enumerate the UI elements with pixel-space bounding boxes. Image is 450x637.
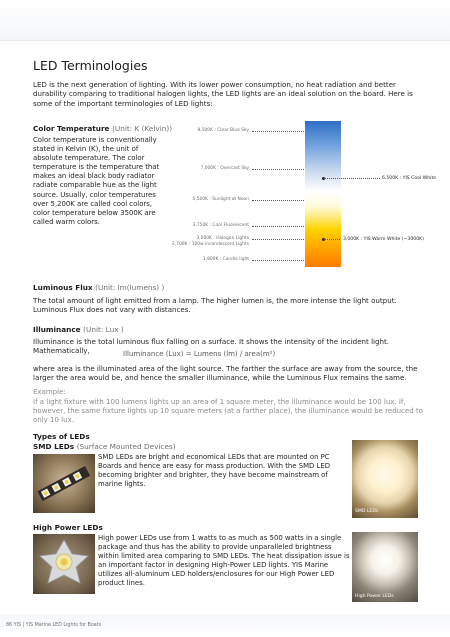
- high-power-text: High power LEDs use from 1 watts to as much as 500 watts in a single package and thus has the ability to provide unparalleled brightness within limited area comparing to SMD LEDs. The heat dissipation issue is an important factor in designing High-Power LED lights. YIS Marine utilizes all-aluminum LED holders/enclosures for our High Power LED product lines.: [98, 534, 350, 588]
- luminous-flux-heading: Luminous Flux (Unit: lm(lumens) ): [33, 283, 165, 292]
- high-power-fixture-photo: [352, 532, 418, 602]
- example-text: If a light fixture with 100 lumens lights up an area of 1 square meter, the illuminance would be 100 lux. If, however, the same fixture lights up 10 square meters (at a farther place), the illuminance would be reduced to only 10 lux.: [33, 398, 423, 425]
- high-power-led-photo: [33, 534, 95, 594]
- illuminance-text: Illuminance is the total luminous flux falling on a surface. It shows the intensity of the incident light. Mathematically,: [33, 337, 390, 356]
- scale-leader: [252, 239, 304, 240]
- illuminance-equation: Illuminance (Lux) = Lumens (lm) / area(m²): [123, 350, 276, 358]
- types-of-leds-heading: Types of LEDs: [33, 432, 90, 441]
- luminous-flux-text: The total amount of light emitted from a lamp. The higher lumen is, the more intense the light output. Luminous Flux does not vary with distances.: [33, 296, 397, 315]
- color-temperature-text: Color temperature is conventionally stated in Kelvin (K), the unit of absolute temperature. The color temperature is the temperature that makes an ideal black body radiator radiate comparable hue as the light source. Usually, color temperatures over 5,200K are called cool colors, color temperature below 3500K are called warm colors.: [33, 136, 160, 226]
- smd-heading: SMD LEDs (Surface Mounted Devices): [33, 442, 176, 451]
- scale-label: 3,000K : Halogen Lights: [196, 236, 249, 241]
- high-power-heading: High Power LEDs: [33, 523, 103, 532]
- scale-leader: [252, 131, 304, 132]
- scale-label: 7,000K : Overcast Sky: [200, 166, 249, 171]
- smd-led-photo: [33, 454, 95, 513]
- smd-fixture-photo: [352, 440, 418, 518]
- scale-leader: [252, 260, 304, 261]
- color-temperature-heading: Color Temperature (Unit: K (Kelvin)): [33, 124, 173, 133]
- illuminance-heading: Illuminance (Unit: Lux ): [33, 325, 124, 334]
- scale-leader: [252, 226, 304, 227]
- scale-label: 9,500K : Clear Blue Sky: [197, 128, 249, 133]
- page-header-band: [0, 0, 450, 40]
- intro-paragraph: LED is the next generation of lighting. With its lower power consumption, no heat radiation and better durability comparing to traditional halogen lights, the LED lights are an ideal solution on the board. Here is some of the important terminologies of LED lights:: [33, 80, 413, 108]
- scale-label: 1,800K : Candle light: [202, 257, 249, 262]
- warm-white-leader: [324, 239, 340, 240]
- color-temperature-gradient: [305, 121, 341, 267]
- example-label: Example:: [33, 388, 66, 396]
- smd-caption: SMD LEDs: [355, 509, 379, 514]
- scale-leader: [252, 200, 304, 201]
- high-power-caption: High Power LEDs: [355, 594, 394, 599]
- smd-text: SMD LEDs are bright and economical LEDs that are mounted on PC Boards and hence are easy for mass production. With the SMD LED becoming brighter and brighter, they have become mainstream of marine lights.: [98, 453, 331, 489]
- footer-text: 86 YIS | YIS Marine LED Lights for Boats: [6, 623, 102, 628]
- scale-label: 5,500K : Sunlight at Noon: [192, 197, 249, 202]
- scale-label: 2,700K : 100w incandescent Lights: [171, 242, 249, 247]
- header-divider: [0, 40, 450, 41]
- scale-leader: [252, 169, 304, 170]
- illuminance-text-2: where area is the illuminated area of the light source. The farther the surface are away from the source, the larger the area would be, and hence the smaller illuminance, while the Luminous Flux remains the same.: [33, 364, 418, 383]
- warm-white-label: 3,000K : YIS Warm White (~3000K): [343, 237, 424, 242]
- scale-label: 3,750K : Cool Fluorescent: [192, 223, 249, 228]
- cool-white-leader: [324, 178, 380, 179]
- page-title: LED Terminologies: [33, 58, 148, 73]
- cool-white-label: 6,500K : YIS Cool White: [382, 176, 437, 181]
